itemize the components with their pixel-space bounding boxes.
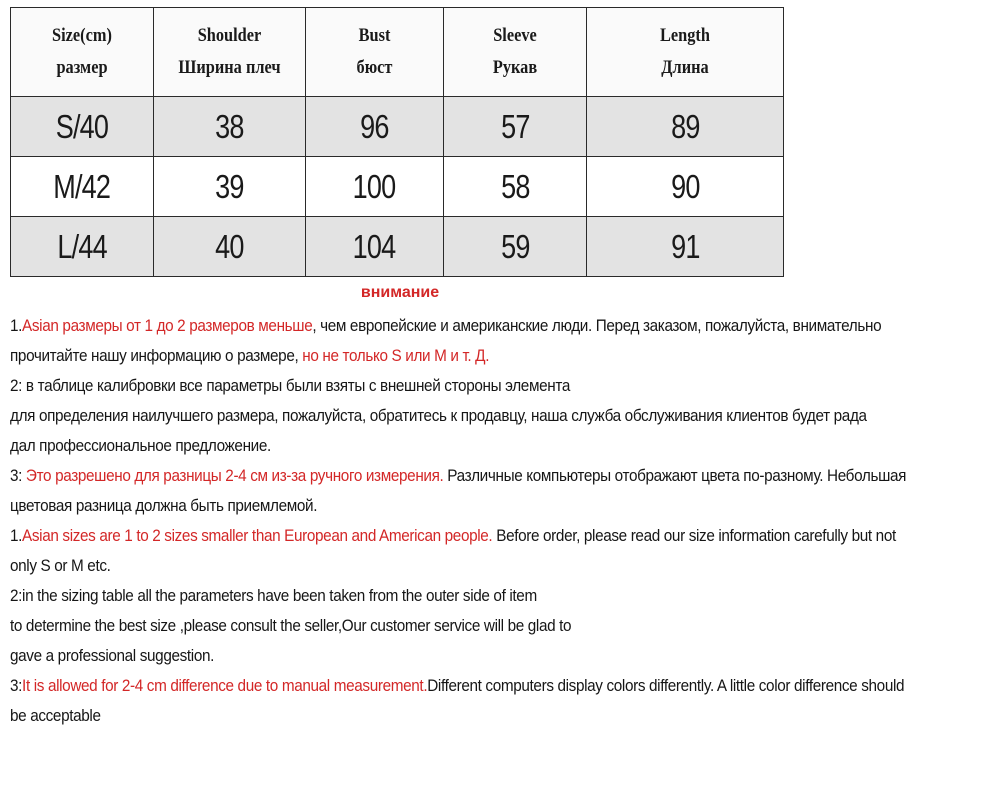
header-size: Size(cm) размер <box>11 8 154 97</box>
cell-sleeve: 57 <box>444 97 587 157</box>
cell-shoulder: 40 <box>154 217 306 277</box>
cell-size: M/42 <box>11 157 154 217</box>
note-line: 3: Это разрешено для разницы 2-4 см из-за ручного измерения. Различные компьютеры отображают цвета по-разному. Небольшая <box>10 466 907 485</box>
note-line: прочитайте нашу информацию о размере, но не только S или M и т. Д. <box>10 346 490 365</box>
size-notes <box>10 311 907 731</box>
note-line: to determine the best size ,please consult the seller,Our customer service will be glad to <box>10 616 572 635</box>
table-row <box>11 157 784 217</box>
size-chart-table <box>10 7 784 277</box>
cell-sleeve: 58 <box>444 157 587 217</box>
table-row <box>11 217 784 277</box>
table-header-row <box>11 8 784 97</box>
header-sleeve: Sleeve Рукав <box>444 8 587 97</box>
warning-title: внимание <box>360 284 440 301</box>
note-line: цветовая разница должна быть приемлемой. <box>10 496 318 515</box>
note-line: 1.Asian sizes are 1 to 2 sizes smaller than European and American people. Before order, please read our size information carefully but not <box>10 526 896 545</box>
cell-bust: 96 <box>306 97 444 157</box>
cell-shoulder: 38 <box>154 97 306 157</box>
header-shoulder: Shoulder Ширина плеч <box>154 8 306 97</box>
table-row <box>11 97 784 157</box>
header-bust: Bust бюст <box>306 8 444 97</box>
cell-length: 90 <box>587 157 784 217</box>
cell-shoulder: 39 <box>154 157 306 217</box>
note-line: 3:It is allowed for 2-4 cm difference due to manual measurement.Different computers display colors differently. A little color difference should <box>10 676 905 695</box>
cell-size: S/40 <box>11 97 154 157</box>
note-line: gave a professional suggestion. <box>10 646 215 665</box>
cell-length: 91 <box>587 217 784 277</box>
note-line: 2: в таблице калибровки все параметры были взяты с внешней стороны элемента <box>10 376 570 395</box>
note-line: для определения наилучшего размера, пожалуйста, обратитесь к продавцу, наша служба обслуживания клиентов будет рада <box>10 406 867 425</box>
cell-size: L/44 <box>11 217 154 277</box>
cell-sleeve: 59 <box>444 217 587 277</box>
cell-bust: 100 <box>306 157 444 217</box>
note-line: 2:in the sizing table all the parameters have been taken from the outer side of item <box>10 586 537 605</box>
note-line: дал профессиональное предложение. <box>10 436 271 455</box>
note-line: only S or M etc. <box>10 556 111 575</box>
cell-bust: 104 <box>306 217 444 277</box>
note-line: be acceptable <box>10 706 101 725</box>
cell-length: 89 <box>587 97 784 157</box>
note-line: 1.Asian размеры от 1 до 2 размеров меньше, чем европейские и американские люди. Перед заказом, пожалуйста, внимательно <box>10 316 882 335</box>
header-length: Length Длина <box>587 8 784 97</box>
